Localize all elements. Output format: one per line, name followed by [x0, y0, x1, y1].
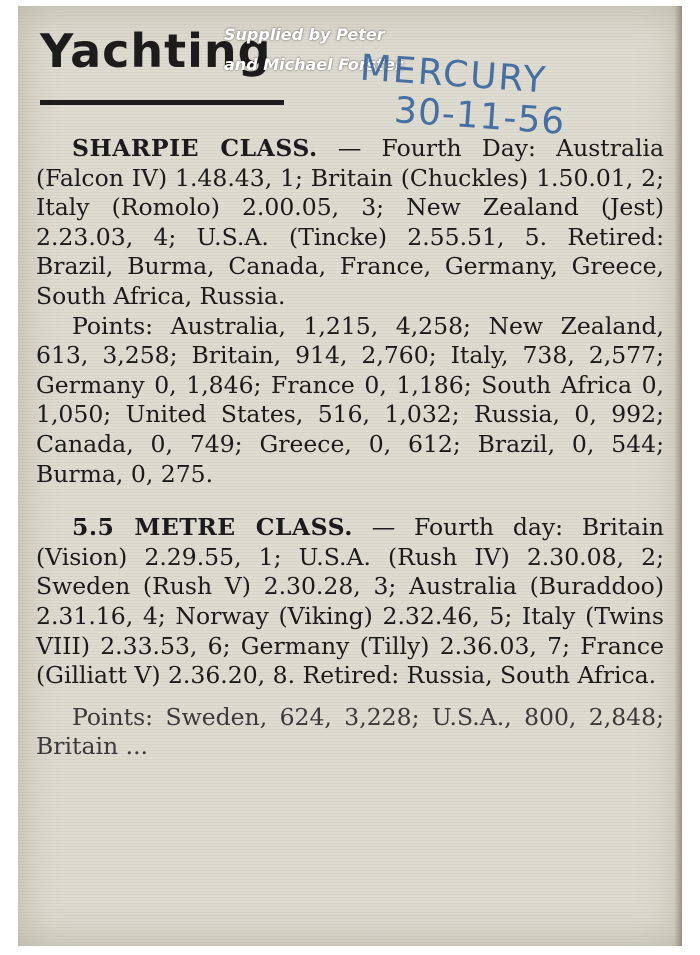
sharpie-class-title: SHARPIE CLASS.: [72, 134, 318, 162]
handwritten-source: MERCURY: [358, 47, 549, 102]
metre-results-text: — Fourth day: Britain (Vision) 2.29.55, 1; U.S.A. (Rush IV) 2.30.08, 2; Sweden (Rush V) 2.30.28, 3; Australia (Buraddoo) 2.31.16, 4; Norway (Viking) 2.32.46, 5; Italy (Twins VIII) 2.33.53, 6; Germany (Tilly) 2.36.03, 7; France (Gilliatt V) 2.36.20, 8. Retired: Russia, South Africa.: [36, 513, 664, 690]
clipping-heading: Yachting: [40, 24, 272, 78]
article-body: [36, 134, 664, 762]
section-spacer: [36, 691, 664, 703]
sharpie-results-text: — Fourth Day: Australia (Falcon IV) 1.48.43, 1; Britain (Chuckles) 1.50.01, 2; Italy (Romolo) 2.00.05, 3; New Zealand (Jest) 2.23.03, 4; U.S.A. (Tincke) 2.55.51, 5. Retired: Brazil, Burma, Canada, France, Germany, Greece, South Africa, Russia.: [36, 134, 664, 310]
heading-underline: [40, 100, 284, 105]
section-spacer: [36, 489, 664, 513]
credit-line-2: and Michael Forster.: [224, 55, 407, 74]
handwritten-date: 30-11-56: [392, 90, 567, 143]
credit-line-1: Supplied by Peter: [224, 25, 385, 44]
metre-results: [36, 513, 664, 691]
metre-class-title: 5.5 METRE CLASS.: [72, 513, 353, 542]
sharpie-points: Points: Australia, 1,215, 4,258; New Zealand, 613, 3,258; Britain, 914, 2,760; Italy, 738, 2,577; Germany 0, 1,846; France 0, 1,186; South Africa 0, 1,050; United States, 516, 1,032; Russia, 0, 992; Canada, 0, 749; Greece, 0, 612; Brazil, 0, 544; Burma, 0, 275.: [36, 311, 664, 488]
sharpie-results: [36, 134, 664, 312]
metre-points: Points: Sweden, 624, 3,228; U.S.A., 800, 2,848; Britain ...: [36, 702, 664, 761]
paper-edge-shadow: [674, 6, 682, 946]
newspaper-clipping: [18, 6, 682, 946]
